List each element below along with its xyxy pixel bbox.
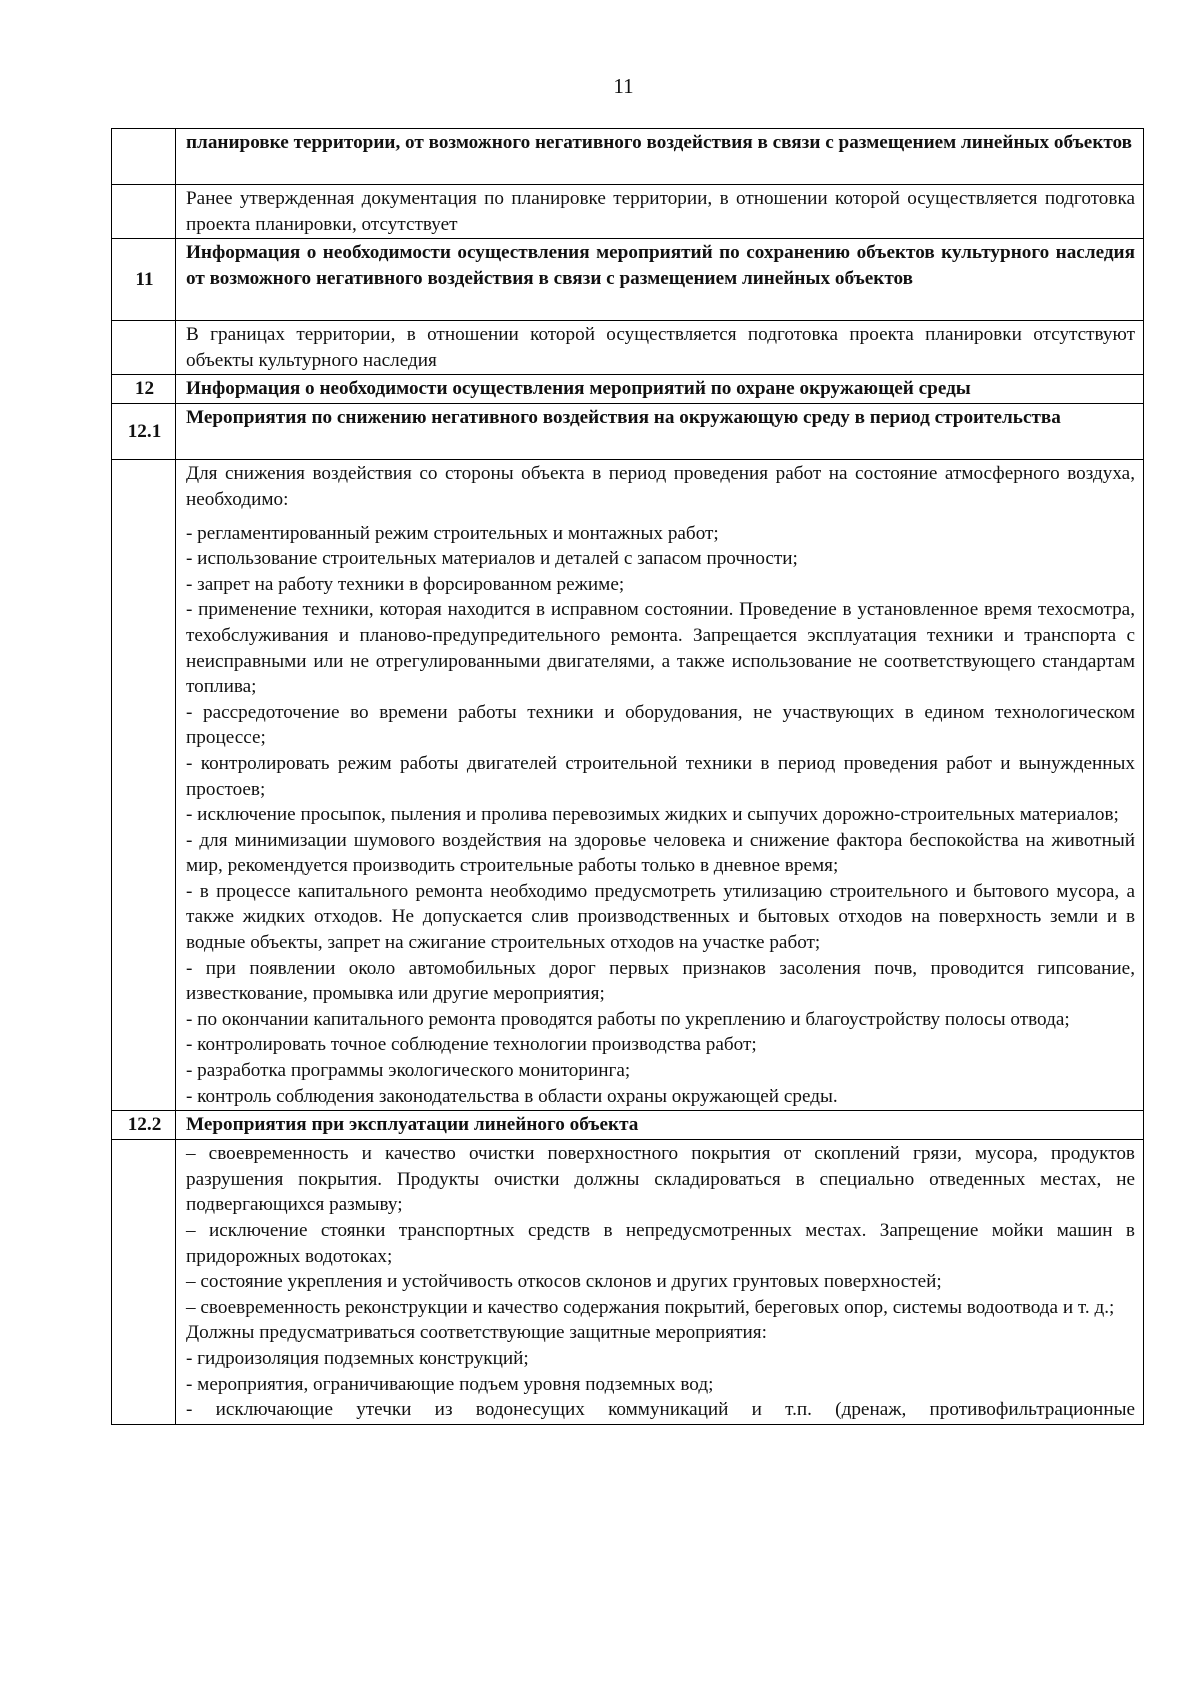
row-text: планировке территории, от возможного негативного воздействия в связи с размещением линейных объектов <box>176 129 1144 185</box>
list-item: - запрет на работу техники в форсированном режиме; <box>186 573 625 595</box>
list-item: - разработка программы экологического мониторинга; <box>186 1060 631 1082</box>
row-number: 12.2 <box>112 1111 176 1140</box>
list-item: – своевременность и качество очистки поверхностного покрытия от скоплений грязи, мусора, продуктов разрушения покрытия. Продукты очистки должны складироваться в специально отведенных местах, не подвергающихся размыву; <box>186 1143 1135 1216</box>
section-heading: Информация о необходимости осуществления мероприятий по охране окружающей среды <box>176 375 1144 404</box>
table-row <box>112 239 1144 321</box>
list-item: - рассредоточение во времени работы техники и оборудования, не участвующих в едином технологическом процессе; <box>186 701 1135 749</box>
list-item: - при появлении около автомобильных дорог первых признаков засоления почв, проводится гипсование, известкование, промывка или другие мероприятия; <box>186 957 1135 1005</box>
list-item: - контролировать режим работы двигателей строительной техники в период проведения работ и вынужденных простоев; <box>186 752 1135 800</box>
list-item: - мероприятия, ограничивающие подъем уровня подземных вод; <box>186 1373 714 1395</box>
construction-measures-list <box>186 521 1135 1110</box>
measures-list-cell <box>176 460 1144 1111</box>
measures-table <box>111 128 1144 1425</box>
row-number-cell <box>112 460 176 1111</box>
list-item: - применение техники, которая находится в исправном состоянии. Проведение в установленное время техосмотра, техобслуживания и планово-предупредительного ремонта. Запрещается эксплуатация техники и транспорта с неисправными или не отрегулированными двигателями, а также использование не соответствующего стандартам топлива; <box>186 599 1135 698</box>
operation-measures-cell <box>176 1140 1144 1425</box>
table-row <box>112 321 1144 375</box>
row-text: В границах территории, в отношении которой осуществляется подготовка проекта планировки отсутствуют объекты культурного наследия <box>176 321 1144 375</box>
row-number-cell <box>112 1140 176 1425</box>
row-number-cell <box>112 185 176 239</box>
section-heading: Мероприятия по снижению негативного воздействия на окружающую среду в период строительства <box>176 404 1144 460</box>
list-item: - гидроизоляция подземных конструкций; <box>186 1347 529 1369</box>
table-row <box>112 185 1144 239</box>
page-number: 11 <box>613 74 634 98</box>
list-item: - контроль соблюдения законодательства в области охраны окружающей среды. <box>186 1085 838 1107</box>
row-number: 12 <box>112 375 176 404</box>
list-item: - использование строительных материалов и деталей с запасом прочности; <box>186 548 798 570</box>
row-number-cell <box>112 321 176 375</box>
table-row <box>112 1140 1144 1425</box>
table-row <box>112 460 1144 1111</box>
table-row <box>112 129 1144 185</box>
table-row <box>112 375 1144 404</box>
row-text: Ранее утвержденная документация по планировке территории, в отношении которой осуществляется подготовка проекта планировки, отсутствует <box>176 185 1144 239</box>
section-heading: Мероприятия при эксплуатации линейного объекта <box>176 1111 1144 1140</box>
row-number-cell <box>112 129 176 185</box>
intro-paragraph: Для снижения воздействия со стороны объекта в период проведения работ на состояние атмосферного воздуха, необходимо: <box>186 463 1135 510</box>
list-item: - по окончании капитального ремонта проводятся работы по укреплению и благоустройству полосы отвода; <box>186 1008 1070 1030</box>
row-number: 11 <box>112 239 176 321</box>
list-item: – исключение стоянки транспортных средств в непредусмотренных местах. Запрещение мойки машин в придорожных водотоках; <box>186 1220 1135 1267</box>
list-item: - в процессе капитального ремонта необходимо предусмотреть утилизацию строительного и бытового мусора, а также жидких отходов. Не допускается слив производственных и бытовых отходов на поверхность земли и в водные объекты, запрет на сжигание строительных отходов на участке работ; <box>186 880 1135 954</box>
row-number: 12.1 <box>112 404 176 460</box>
list-item: - регламентированный режим строительных и монтажных работ; <box>186 522 719 544</box>
list-item: – состояние укрепления и устойчивость откосов склонов и других грунтовых поверхностей; <box>186 1271 942 1293</box>
list-item: - исключение просыпок, пыления и пролива перевозимых жидких и сыпучих дорожно-строительных материалов; <box>186 804 1119 826</box>
list-item: - исключающие утечки из водонесущих коммуникаций и т.п. (дренаж, противофильтрационные <box>186 1399 1135 1421</box>
list-item: - контролировать точное соблюдение технологии производства работ; <box>186 1034 757 1056</box>
table-row <box>112 404 1144 460</box>
list-item: Должны предусматриваться соответствующие защитные мероприятия: <box>186 1322 767 1344</box>
table-row <box>112 1111 1144 1140</box>
list-item: – своевременность реконструкции и качество содержания покрытий, береговых опор, системы водоотвода и т. д.; <box>186 1296 1115 1318</box>
list-item: - для минимизации шумового воздействия на здоровье человека и снижение фактора беспокойства на животный мир, рекомендуется производить строительные работы только в дневное время; <box>186 829 1135 877</box>
section-heading: Информация о необходимости осуществления мероприятий по сохранению объектов культурного наследия от возможного негативного воздействия в связи с размещением линейных объектов <box>176 239 1144 321</box>
